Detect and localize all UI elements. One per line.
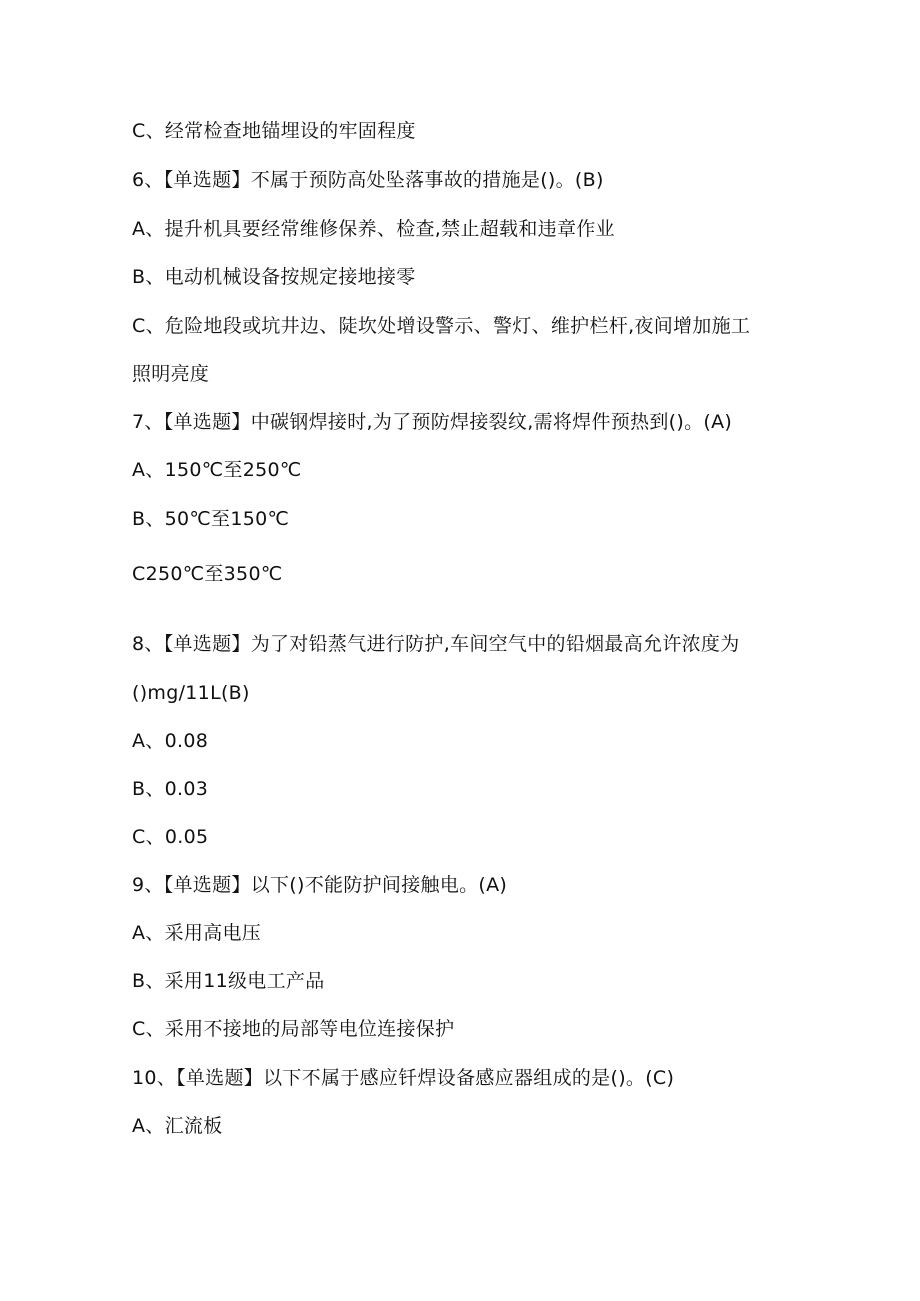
question-8: 8、【单选题】为了对铅蒸气进行防护,车间空气中的铅烟最高允许浓度为 <box>132 633 740 655</box>
option-b-q6: B、电动机械设备按规定接地接零 <box>132 266 416 288</box>
option-c-q8: C、0.05 <box>132 826 209 848</box>
option-a-q8: A、0.08 <box>132 730 209 752</box>
option-c-q7: C250℃至350℃ <box>132 563 283 585</box>
option-b-q9: B、采用11级电工产品 <box>132 970 325 992</box>
option-a-q7: A、150℃至250℃ <box>132 459 302 481</box>
option-c-q6-continued: 照明亮度 <box>132 363 210 385</box>
option-a-q6: A、提升机具要经常维修保养、检查,禁止超载和违章作业 <box>132 218 615 240</box>
option-b-q7: B、50℃至150℃ <box>132 508 290 530</box>
question-7: 7、【单选题】中碳钢焊接时,为了预防焊接裂纹,需将焊件预热到()。(A) <box>132 411 733 433</box>
option-c-q9: C、采用不接地的局部等电位连接保护 <box>132 1018 455 1040</box>
option-a-q10: A、汇流板 <box>132 1115 223 1137</box>
question-6: 6、【单选题】不属于预防高处坠落事故的措施是()。(B) <box>132 169 604 191</box>
question-9: 9、【单选题】以下()不能防护间接触电。(A) <box>132 874 508 896</box>
option-a-q9: A、采用高电压 <box>132 922 262 944</box>
option-c-q5: C、经常检查地锚埋设的牢固程度 <box>132 120 416 142</box>
option-b-q8: B、0.03 <box>132 778 209 800</box>
question-10: 10、【单选题】以下不属于感应钎焊设备感应器组成的是()。(C) <box>132 1067 675 1089</box>
option-c-q6: C、危险地段或坑井边、陡坎处增设警示、警灯、维护栏杆,夜间增加施工 <box>132 315 751 337</box>
question-8-continued: ()mg∕11L(B) <box>132 682 250 704</box>
